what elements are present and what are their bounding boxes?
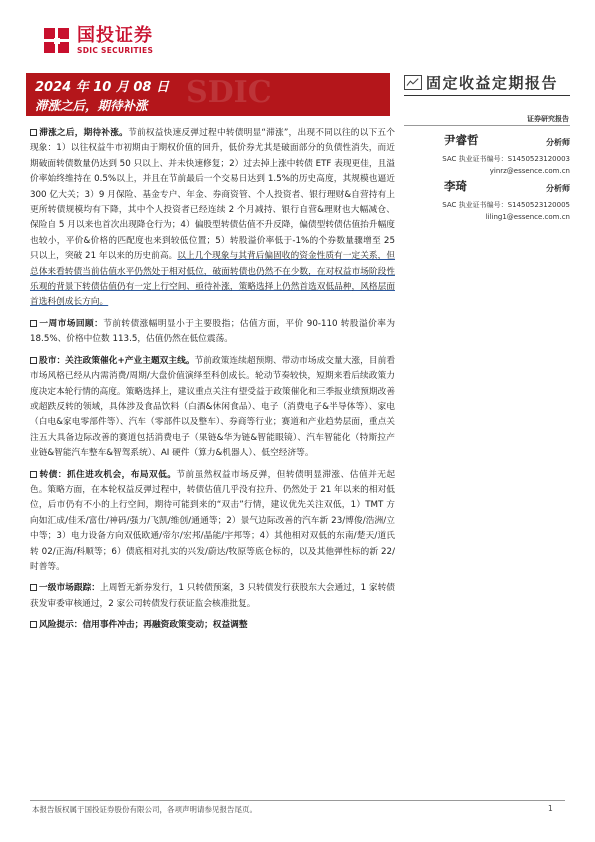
paragraph-market-review bbox=[30, 317, 395, 348]
paragraph-heading: 转债：抓住进攻机会，布局双低。 bbox=[39, 469, 177, 480]
bullet-square-icon bbox=[30, 621, 37, 628]
paragraph-text: 节前转债涨幅明显小于主要股指；估值方面，平价 90-110 转股溢价率为 18.5%、价格中位数 113.5，估值仍然在低位震荡。 bbox=[30, 318, 396, 345]
analyst-card bbox=[404, 178, 570, 221]
bullet-square-icon bbox=[30, 320, 37, 327]
logo-chinese-name: 国投证券 bbox=[77, 25, 153, 46]
analyst-name: 尹睿哲 bbox=[444, 133, 479, 147]
report-type-header bbox=[404, 73, 570, 92]
paragraph-heading: 风险提示：信用事件冲击；再融资政策变动；权益调整 bbox=[39, 620, 248, 631]
bullet-square-icon bbox=[30, 129, 37, 136]
paragraph-underlined-text: 以上几个现象与其背后偏固收的资金性质有一定关系，但总体来看转债当前估值水平仍然处于相对低位，破面转债也仍然不在少数，在对权益市场阶段性乐观的背景下转债估值仍有一定上行空间、亟待补涨，策略选择上仍然首选双低品种，风格层面首选科创成长方向。 bbox=[30, 251, 396, 308]
footer-divider bbox=[30, 800, 565, 801]
paragraph-text: 节前政策连续超预期、带动市场成交量大涨，目前看市场风格已经从内需消费/周期/大盘价值演绎至科创成长。轮动节奏较快，短期来看后续政策力度决定本轮行情的高度。策略选择上，建议重点关注有望受益于政策催化和三季报业绩预期改善或超跌反转的领域，具体涉及食品饮料（白酒&休闲食品）、电子（消费电子&半导体等）、家电（白电&家电零部件等）、汽车（零部件以及整车）、券商等行业；赛道和产业趋势层面，重点关注五大具备边际改善的赛道包括消费电子（果链&华为链&智能眼镜）、汽车智能化（特斯拉产业链&智能汽车整车&智驾系统）、AI 硬件（算力&机器人）、低空经济等。 bbox=[30, 355, 396, 459]
paragraph-text: 上周暂无新券发行，1 只转债预案，3 只转债发行获股东大会通过，1 家转债获发审委审核通过，2 家公司转债发行获证监会核准批复。 bbox=[30, 583, 395, 609]
logo-english-name: SDIC SECURITIES bbox=[77, 46, 154, 55]
report-title: 滞涨之后，期待补涨 bbox=[35, 98, 148, 113]
analyst-name: 李琦 bbox=[444, 179, 467, 193]
sdic-logo-icon bbox=[42, 26, 72, 56]
analyst-email[interactable]: yinrz@essence.com.cn bbox=[489, 167, 570, 175]
paragraph-heading: 股市：关注政策催化+产业主题双主线。 bbox=[39, 355, 195, 366]
title-banner bbox=[26, 73, 390, 116]
report-type-icon bbox=[404, 75, 422, 90]
report-body bbox=[30, 126, 395, 640]
section-label: 证券研究报告 bbox=[527, 115, 569, 123]
paragraph-text: 节前虽然权益市场反弹，但转债明显滞涨、估值并无起色。策略方面，在本轮权益反弹过程中，转债估值几乎没有拉升、仍然处于 21 年以来的相对低位，后市仍有不小的上行空间，期待可能到来的“双击”行情，建议优先关注双低，1）TMT 方向如汇成/佳禾/富仕/神码/强力/飞凯/维创/通通等；2）景气边际改善的汽车新 23/博俊/浩洲/立中等；3）电力设备方向双低欧通/帝尔/宏邦/晶能/宇邦等；4）其他相对双低的东南/楚天/道氏转 02/正海/科顺等；6）债底相对扎实的兴发/蔚达/牧原等底仓标的，以及其他弹性标的新 22/时普等。 bbox=[30, 469, 396, 572]
bullet-square-icon bbox=[30, 584, 37, 591]
paragraph-summary bbox=[30, 126, 395, 311]
banner-watermark: SDIC bbox=[186, 75, 272, 110]
analyst-email[interactable]: liling1@essence.com.cn bbox=[485, 213, 570, 221]
report-date: 2024 年 10 月 08 日 bbox=[35, 80, 169, 95]
footer-disclaimer: 本报告版权属于国投证券股份有限公司，各项声明请参见报告尾页。 bbox=[32, 805, 257, 814]
page-number: 1 bbox=[548, 804, 553, 813]
report-type-label: 固定收益定期报告 bbox=[426, 74, 559, 92]
analyst-card bbox=[404, 132, 570, 175]
paragraph-heading: 一周市场回顾： bbox=[39, 318, 104, 329]
analyst-sac-id: SAC 执业证书编号：S1450523120003 bbox=[442, 155, 570, 163]
paragraph-stock-market bbox=[30, 354, 395, 462]
bullet-square-icon bbox=[30, 471, 37, 478]
paragraph-heading: 滞涨之后，期待补涨。 bbox=[39, 128, 129, 138]
paragraph-primary-market bbox=[30, 581, 395, 612]
paragraph-text: 节前权益快速反弹过程中转债明显“滞涨”，出现不同以往的以下五个现象：1）以往权益牛市初期由于期权价值的回升，低价券尤其是破面部分的负债性消失，而近期破面转债数量仍达到 50 只以上、并未快速修复；2）过去掉上涨中转债 ETF 表现更佳，且溢价率始终维持在 0.5%以上，并且在节前最后一个交易日达到 1.5%的历史高度，其规模也逼近 300 亿大关；3）9 月保险、基金专户、年金、券商资管、个人投资者、银行理财&自营持有上更所转债规模均有下降，其中个人投资者已经连续 2 个月减持、银行自营&理财也大幅减仓、保险自 5 月以来也首次出现降仓行为；4）偏股型转债估值不升反降，偏债型转债估值抬升幅度也较小，平价&价格的匹配度也来到较低位置；5）转股溢价率低于-1%的个券数量骤增至 25 只以上，突破 21 年以来的历史前高。 bbox=[30, 128, 395, 262]
bullet-square-icon bbox=[30, 357, 37, 364]
paragraph-convertible-bonds bbox=[30, 468, 395, 576]
company-logo bbox=[42, 26, 153, 56]
analyst-title: 分析师 bbox=[546, 138, 570, 147]
paragraph-heading: 一级市场跟踪： bbox=[39, 583, 101, 594]
divider bbox=[404, 125, 570, 126]
analyst-sac-id: SAC 执业证书编号：S1450523120005 bbox=[442, 201, 570, 209]
analyst-title: 分析师 bbox=[546, 184, 570, 193]
divider bbox=[404, 95, 570, 96]
paragraph-risk-warning bbox=[30, 618, 395, 633]
